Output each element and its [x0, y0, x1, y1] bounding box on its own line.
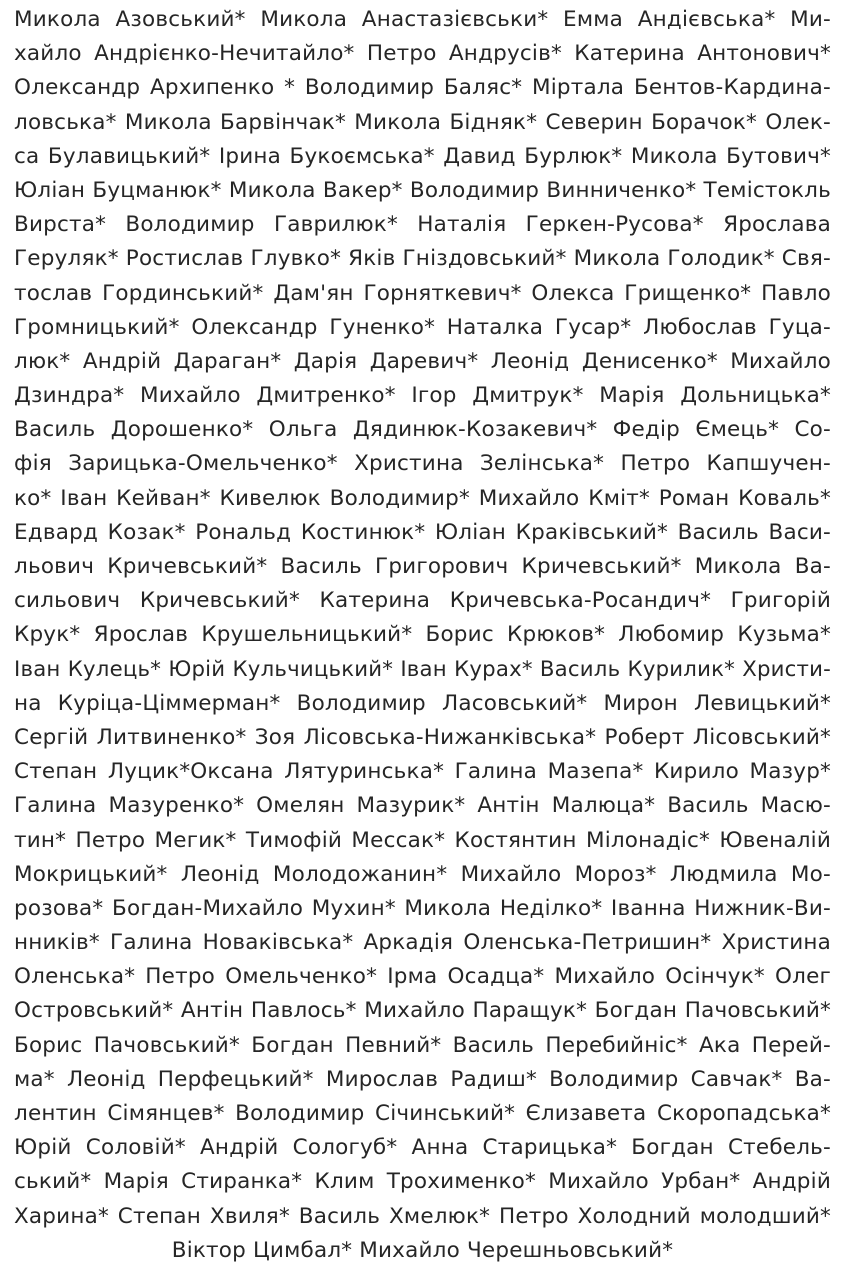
text-line: Віктор Цимбал* Михайло Черешньовський*	[171, 1237, 674, 1263]
text-line: Сергій Литвиненко* Зоя Лісовська-Нижанківська* Роберт Лісовський*	[14, 724, 831, 750]
text-line: сильович Кричевський* Катерина Кричевська-Росандич* Григорій	[14, 588, 831, 614]
text-line: на Куріца-Ціммерман* Володимир Ласовський* Мирон Левицький*	[14, 690, 831, 716]
text-line: фія Зарицька-Омельченко* Христина Зелінська* Петро Капшучен-	[14, 451, 831, 477]
text-line: ко* Іван Кейван* Кивелюк Володимир* Михайло Кміт* Роман Коваль*	[14, 485, 831, 511]
artist-name-list	[14, 3, 831, 1268]
text-line: розова* Богдан-Михайло Мухин* Микола Неділко* Іванна Нижник-Ви-	[14, 895, 831, 921]
text-line: Едвард Козак* Рональд Костинюк* Юліан Краківський* Василь Васи-	[14, 519, 831, 545]
text-line: Оленська* Петро Омельченко* Ірма Осадца* Михайло Осінчук* Олег	[14, 964, 831, 990]
text-line: тин* Петро Мегик* Тимофій Мессак* Костянтин Мілонадіс* Ювеналій	[14, 827, 831, 853]
text-line: ловська* Микола Барвінчак* Микола Бідняк* Северин Борачок* Олек-	[14, 109, 831, 135]
text-line: Вирста* Володимир Гаврилюк* Наталія Геркен-Русова* Ярослава	[14, 212, 831, 238]
text-line: Островський* Антін Павлось* Михайло Паращук* Богдан Пачовський*	[14, 998, 831, 1024]
text-line: Мокрицький* Леонід Молодожанин* Михайло Мороз* Людмила Мо-	[14, 861, 831, 887]
text-line: Борис Пачовський* Богдан Певний* Василь Перебийніс* Ака Перей-	[14, 1032, 831, 1058]
text-line: Крук* Ярослав Крушельницький* Борис Крюков* Любомир Кузьма*	[14, 622, 831, 648]
text-line: ма* Леонід Перфецький* Мирослав Радиш* Володимир Савчак* Ва-	[14, 1066, 831, 1092]
text-line: Василь Дорошенко* Ольга Дядинюк-Козакевич* Федір Ємець* Со-	[14, 417, 831, 443]
text-line: Микола Азовський* Микола Анастазієвськи* Емма Андієвська* Ми-	[14, 7, 831, 32]
text-line: Олександр Архипенко * Володимир Баляс* Міртала Бентов-Кардина-	[14, 75, 831, 101]
text-line: люк* Андрій Дараган* Дарія Даревич* Леонід Денисенко* Михайло	[14, 348, 831, 374]
text-line: нників* Галина Новаківська* Аркадія Оленська-Петришин* Христина	[14, 930, 831, 956]
text-line: Дзиндра* Михайло Дмитренко* Ігор Дмитрук* Марія Дольницька*	[14, 383, 831, 409]
text-line: Громницький* Олександр Гуненко* Наталка Гусар* Любослав Гуца-	[14, 314, 831, 340]
text-line: Юрій Соловій* Андрій Сологуб* Анна Старицька* Богдан Стебель-	[14, 1135, 831, 1161]
text-line: Харина* Степан Хвиля* Василь Хмелюк* Петро Холодний молодший*	[14, 1203, 831, 1229]
text-line: Іван Кулець* Юрій Кульчицький* Іван Курах* Василь Курилик* Христи-	[14, 656, 831, 682]
text-line: ський* Марія Стиранка* Клим Трохименко* Михайло Урбан* Андрій	[14, 1169, 831, 1195]
text-line: тослав Гординський* Дам'ян Горняткевич* Олекса Грищенко* Павло	[14, 280, 831, 306]
text-line: лентин Сімянцев* Володимир Січинський* Єлизавета Скоропадська*	[14, 1101, 831, 1126]
text-line: са Булавицький* Ірина Букоємська* Давид Бурлюк* Микола Бутович*	[14, 143, 831, 169]
text-line: Геруляк* Ростислав Глувко* Яків Гніздовський* Микола Голодик* Свя-	[14, 246, 831, 272]
text-line: Степан Луцик*Оксана Лятуринська* Галина Мазепа* Кирило Мазур*	[14, 759, 831, 785]
text-line: Юліан Буцманюк* Микола Вакер* Володимир Винниченко* Темістокль	[14, 177, 831, 203]
text-line: хайло Андрієнко-Нечитайло* Петро Андрусів* Катерина Антонович*	[14, 41, 831, 67]
text-line: Галина Мазуренко* Омелян Мазурик* Антін Малюца* Василь Масю-	[14, 793, 831, 819]
text-line: льович Кричевський* Василь Григорович Кричевський* Микола Ва-	[14, 554, 831, 579]
